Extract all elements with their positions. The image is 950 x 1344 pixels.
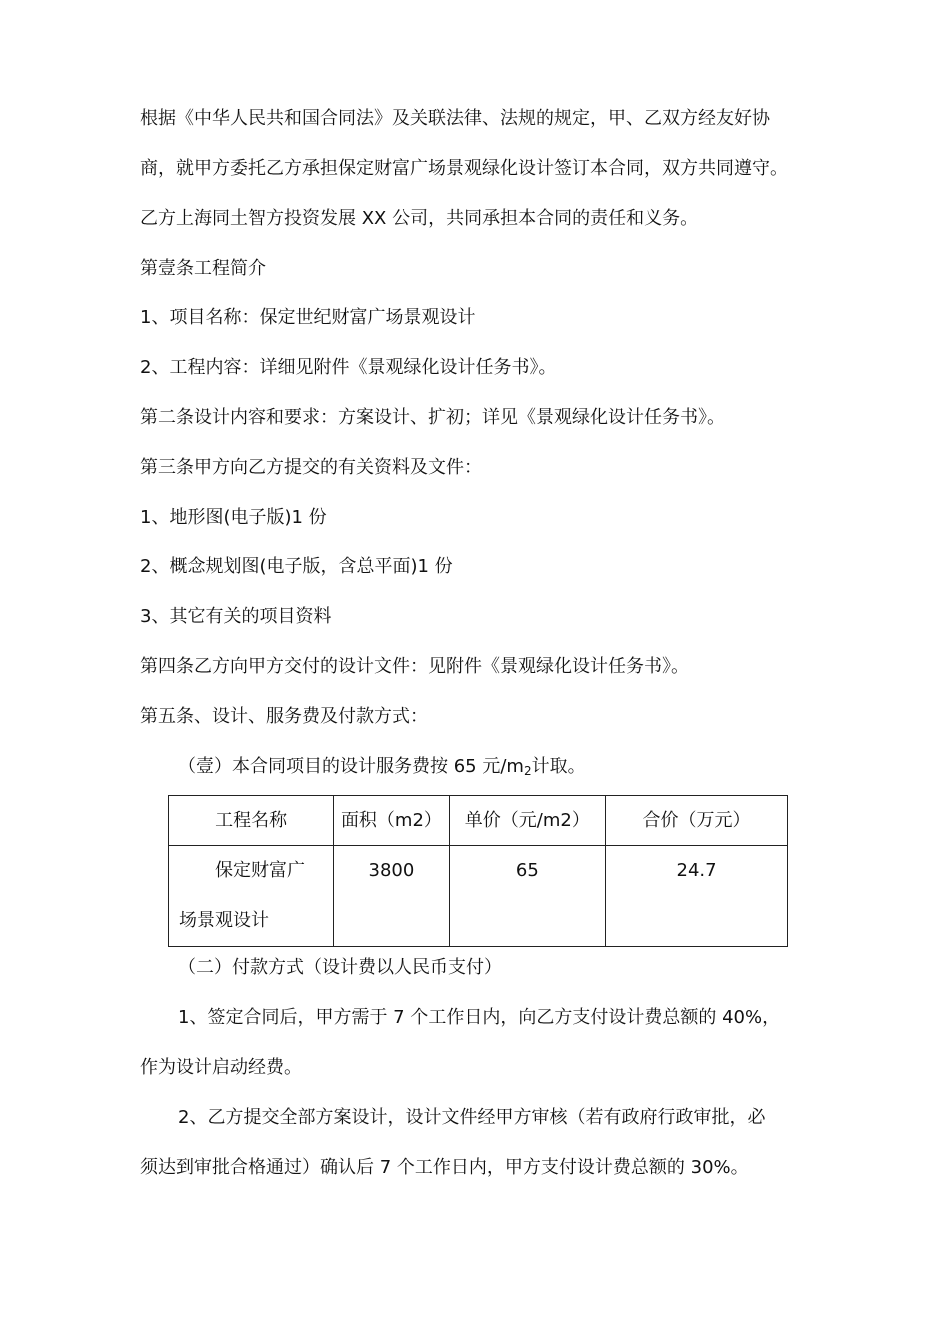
fee-table-header-unit-price: 单价（元/m2）	[449, 796, 606, 846]
article-1-item-1: 1、项目名称：保定世纪财富广场景观设计	[140, 307, 476, 328]
fee-table-cell-total: 24.7	[606, 846, 788, 947]
fee-intro-text: （壹）本合同项目的设计服务费按 65 元/m	[178, 756, 524, 777]
table-row	[169, 846, 788, 947]
fee-table-header-row	[169, 796, 788, 846]
payment-2-line-1: 2、乙方提交全部方案设计，设计文件经甲方审核（若有政府行政审批，必	[178, 1107, 766, 1128]
article-1-item-2: 2、工程内容：详细见附件《景观绿化设计任务书》。	[140, 357, 557, 378]
article-4: 第四条乙方向甲方交付的设计文件：见附件《景观绿化设计任务书》。	[140, 656, 689, 677]
payment-1-line-2: 作为设计启动经费。	[140, 1057, 302, 1078]
fee-table-header-total: 合价（万元）	[606, 796, 788, 846]
payment-title: （二）付款方式（设计费以人民币支付）	[178, 957, 502, 978]
article-2: 第二条设计内容和要求：方案设计、扩初；详见《景观绿化设计任务书》。	[140, 407, 725, 428]
paragraph-intro-line-1: 根据《中华人民共和国合同法》及关联法律、法规的规定，甲、乙双方经友好协	[140, 108, 770, 129]
payment-1-line-1: 1、签定合同后，甲方需于 7 个工作日内，向乙方支付设计费总额的 40%，	[178, 1007, 781, 1028]
payment-2-line-2: 须达到审批合格通过）确认后 7 个工作日内，甲方支付设计费总额的 30%。	[140, 1157, 749, 1178]
article-1-title: 第壹条工程简介	[140, 258, 266, 279]
fee-intro-suffix: 计取。	[531, 756, 586, 777]
fee-intro	[178, 755, 858, 780]
fee-table	[168, 795, 788, 947]
article-3-item-2: 2、概念规划图(电子版，含总平面)1 份	[140, 556, 453, 577]
fee-table-header-area: 面积（m2）	[334, 796, 449, 846]
fee-table-header-name: 工程名称	[169, 796, 334, 846]
article-3-title: 第三条甲方向乙方提交的有关资料及文件：	[140, 457, 482, 478]
fee-table-cell-area: 3800	[334, 846, 449, 947]
fee-table-cell-name-line-2: 场景观设计	[179, 910, 269, 931]
paragraph-intro-line-2: 商，就甲方委托乙方承担保定财富广场景观绿化设计签订本合同，双方共同遵守。	[140, 158, 788, 179]
fee-table-cell-name-line-1: 保定财富广	[215, 860, 305, 881]
fee-table-cell-unit-price: 65	[449, 846, 606, 947]
fee-table-cell-name	[169, 846, 334, 947]
article-3-item-3: 3、其它有关的项目资料	[140, 606, 332, 627]
paragraph-party-b: 乙方上海同土智方投资发展 XX 公司，共同承担本合同的责任和义务。	[140, 208, 699, 229]
article-3-item-1: 1、地形图(电子版)1 份	[140, 507, 327, 528]
fee-intro-subscript: 2	[523, 764, 532, 778]
article-5-title: 第五条、设计、服务费及付款方式：	[140, 706, 428, 727]
